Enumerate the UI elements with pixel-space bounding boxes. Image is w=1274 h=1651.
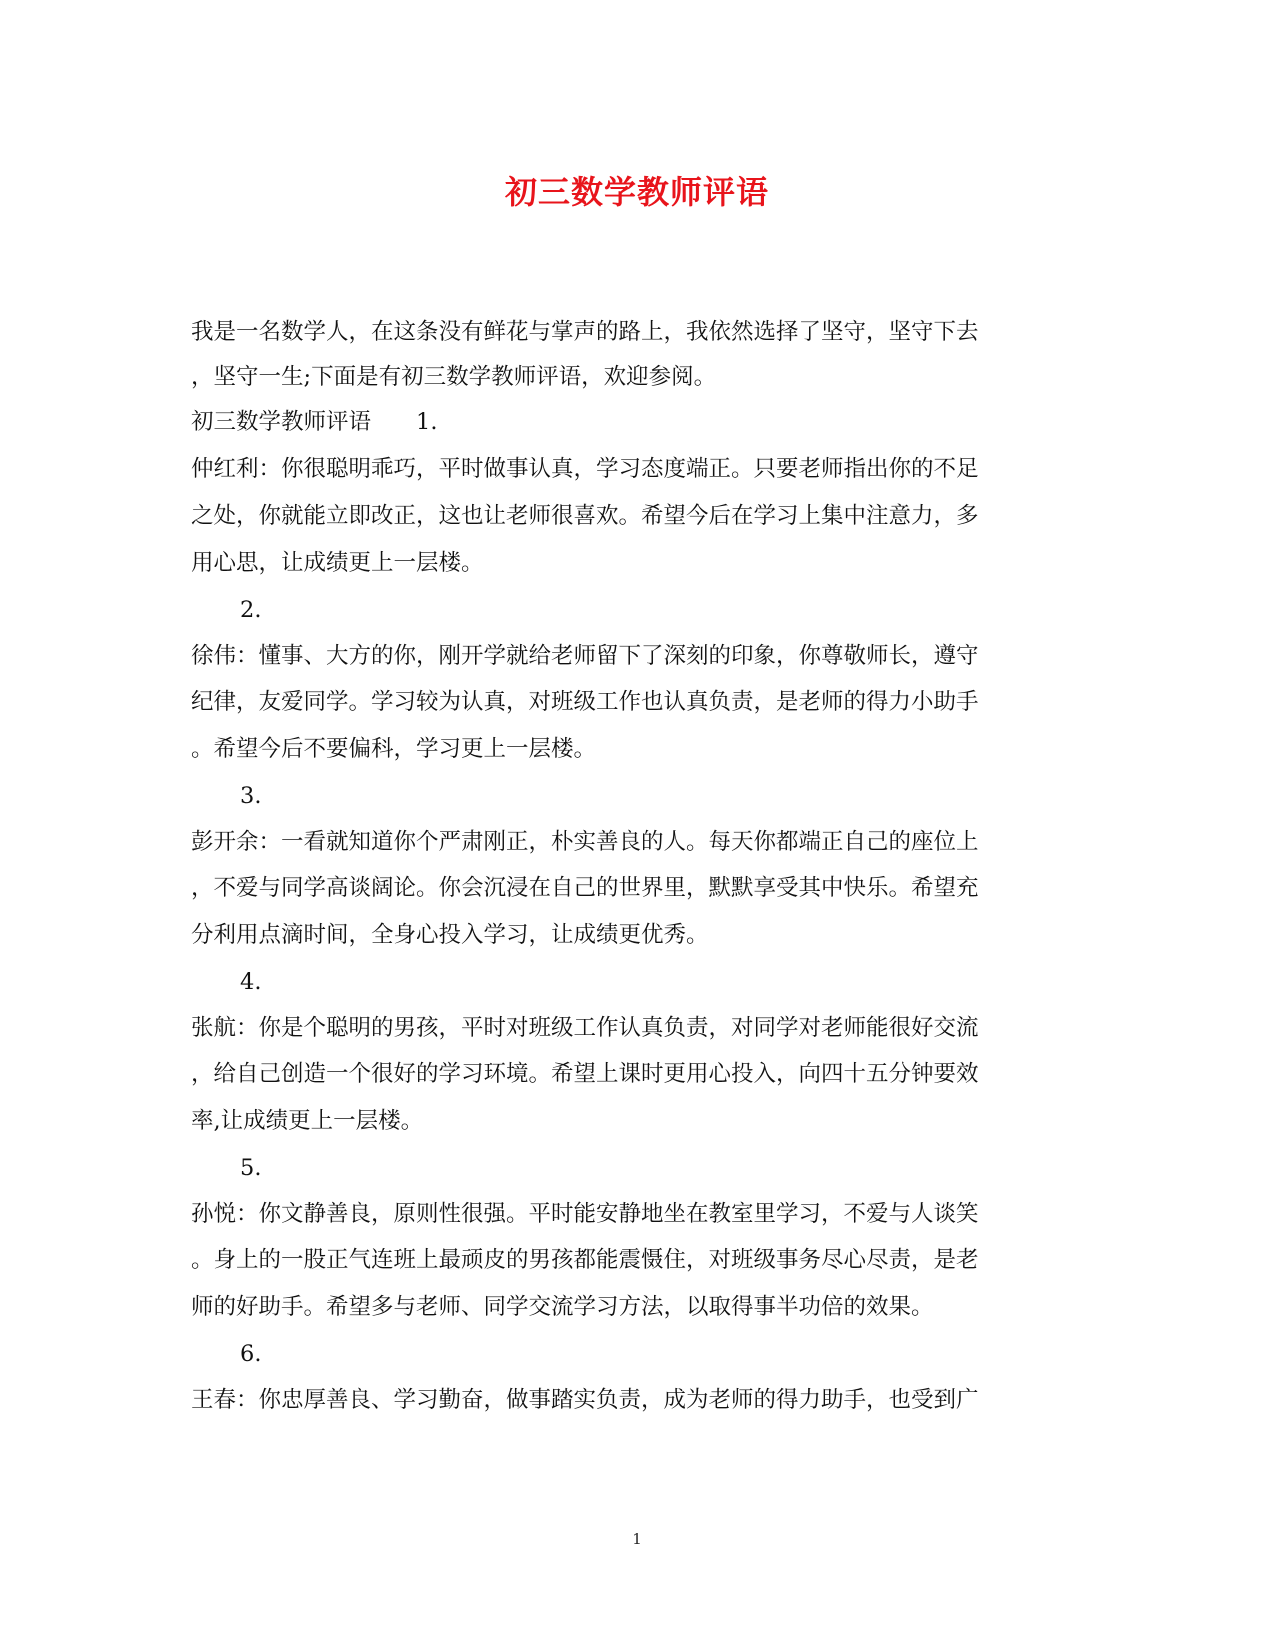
comment-4-line-2: ，给自己创造一个很好的学习环境。希望上课时更用心投入，向四十五分钟要效 [191,1061,979,1087]
comment-5-line-3: 师的好助手。希望多与老师、同学交流学习方法，以取得事半功倍的效果。 [191,1294,934,1320]
comment-1-line-2: 之处，你就能立即改正，这也让老师很喜欢。希望今后在学习上集中注意力，多 [191,503,979,529]
comment-2-line-3: 。希望今后不要偏科，学习更上一层楼。 [191,736,597,762]
item-number-5: 5. [240,1155,262,1181]
comment-4-line-3: 率,让成绩更上一层楼。 [191,1108,424,1134]
comment-1-line-1: 仲红利：你很聪明乖巧，平时做事认真，学习态度端正。只要老师指出你的不足 [191,456,979,482]
comment-1-line-3: 用心思，让成绩更上一层楼。 [191,550,484,576]
comment-3-line-3: 分利用点滴时间，全身心投入学习，让成绩更优秀。 [191,922,709,948]
page-number: 1 [632,1530,642,1548]
comment-2-line-1: 徐伟：懂事、大方的你，刚开学就给老师留下了深刻的印象，你尊敬师长，遵守 [191,643,979,669]
intro-line-2: ，坚守一生;下面是有初三数学教师评语，欢迎参阅。 [191,364,717,390]
comment-6-line-1: 王春：你忠厚善良、学习勤奋，做事踏实负责，成为老师的得力助手，也受到广 [191,1387,979,1413]
document-title: 初三数学教师评语 [504,173,769,211]
comment-3-line-1: 彭开余：一看就知道你个严肃刚正，朴实善良的人。每天你都端正自己的座位上 [191,829,979,855]
item-number-6: 6. [240,1341,262,1367]
item-number-3: 3. [240,783,262,809]
comment-4-line-1: 张航：你是个聪明的男孩，平时对班级工作认真负责，对同学对老师能很好交流 [191,1015,979,1041]
comment-3-line-2: ，不爱与同学高谈阔论。你会沉浸在自己的世界里，默默享受其中快乐。希望充 [191,875,979,901]
section-heading: 初三数学教师评语 1. [191,409,438,435]
item-number-2: 2. [240,597,262,623]
comment-5-line-1: 孙悦：你文静善良，原则性很强。平时能安静地坐在教室里学习，不爱与人谈笑 [191,1201,979,1227]
intro-line-1: 我是一名数学人，在这条没有鲜花与掌声的路上，我依然选择了坚守，坚守下去 [191,319,979,345]
comment-2-line-2: 纪律，友爱同学。学习较为认真，对班级工作也认真负责，是老师的得力小助手 [191,689,979,715]
comment-5-line-2: 。身上的一股正气连班上最顽皮的男孩都能震慑住，对班级事务尽心尽责，是老 [191,1247,979,1273]
item-number-4: 4. [240,969,262,995]
